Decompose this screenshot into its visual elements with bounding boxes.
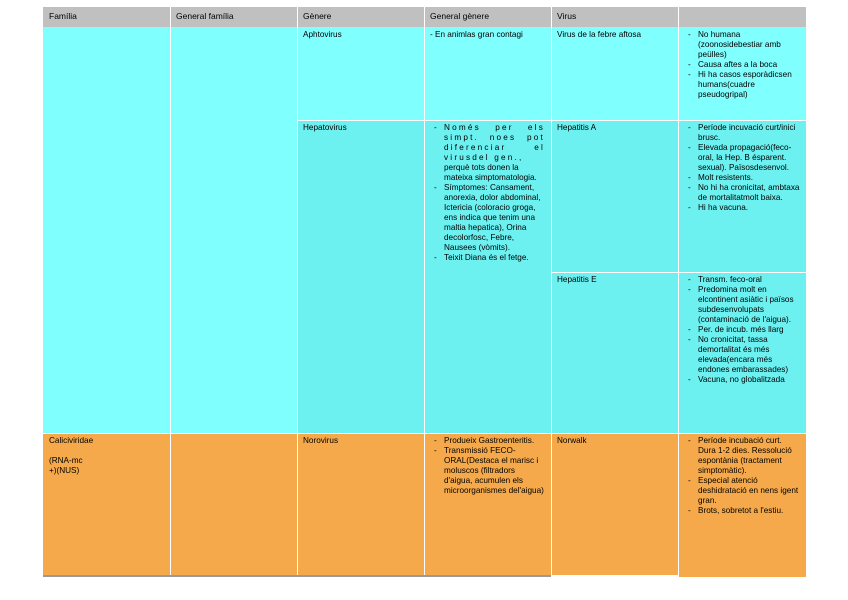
- familia-caliciviridae-type-1: (RNA-mc: [49, 456, 83, 465]
- familia-caliciviridae-type-2: +)(NUS): [49, 466, 80, 475]
- list-item: - Període incubació curt. Dura 1-2 dies. Ressolució espontània (tractament simptomàtic).: [684, 436, 800, 476]
- row-divider: [43, 433, 806, 434]
- list-item: - Període incuvació curt/inici brusc.: [684, 123, 800, 143]
- list-item: [430, 123, 545, 183]
- virus-hepatitis-e-label: Hepatitis E: [557, 275, 597, 284]
- general-familia-caliciviridae: [170, 433, 297, 575]
- genere-hepatovirus: [297, 120, 424, 433]
- genere-aphtovirus-label: Aphtovirus: [303, 30, 342, 39]
- notes-hepatitis-a: [678, 120, 806, 272]
- general-familia-cell-empty: [170, 27, 297, 433]
- list-item: - Especial atenció deshidratació en nens igent gran.: [684, 476, 800, 506]
- column-divider: [678, 7, 679, 577]
- column-divider: [297, 7, 298, 577]
- genere-norovirus-label: Norovirus: [303, 436, 339, 445]
- column-divider: [551, 7, 552, 577]
- virus-hepatitis-a: [551, 120, 678, 272]
- general-genere-hepatovirus: [424, 120, 551, 433]
- virus-aphtovirus: [551, 27, 678, 120]
- list-item: - Molt resistents.: [684, 173, 800, 183]
- virus-aphtovirus-label: Virus de la febre aftosa: [557, 30, 642, 39]
- hepatovirus-general-item1-spaced: - Només per els simpt. noes pot diferenciar el virusdel gen.,: [444, 123, 545, 162]
- row-divider: [297, 120, 806, 121]
- general-genere-aphtovirus: [424, 27, 551, 120]
- virus-norwalk: [551, 433, 678, 575]
- table-bottom-border: [43, 575, 551, 577]
- list-item: - Brots, sobretot a l'estiu.: [684, 506, 800, 516]
- virus-table: [43, 7, 806, 577]
- column-divider: [424, 7, 425, 577]
- list-item: - Produeix Gastroenteritis.: [430, 436, 545, 446]
- list-item: - Hi ha vacuna.: [684, 203, 800, 213]
- familia-caliciviridae-name: Caliciviridae: [49, 436, 94, 445]
- notes-norwalk: [678, 433, 806, 577]
- list-item: - No humana (zoonosidebestiar amb peülles): [684, 30, 800, 60]
- list-item: - Per. de incub. més llarg: [684, 325, 800, 335]
- list-item: - Predomina molt en elcontinent asiàtic i països subdesenvolupats (contaminació de l'aigua).: [684, 285, 800, 325]
- header-familia: Família: [43, 7, 170, 27]
- header-general-familia: General família: [170, 7, 297, 27]
- genere-hepatovirus-label: Hepatovirus: [303, 123, 347, 132]
- list-item: - No cronicitat, tassa demortalitat és més elevada(encara més endones embarassades): [684, 335, 800, 375]
- list-item: - Elevada propagació(feco-oral, la Hep. B ésparent. sexual). Païsosdesenvol.: [684, 143, 800, 173]
- virus-hepatitis-e: [551, 272, 678, 433]
- header-notes: [678, 7, 806, 27]
- general-genere-aphtovirus-text: - En animlas gran contagi: [430, 30, 523, 39]
- notes-hepatitis-e: [678, 272, 806, 433]
- list-item: - Símptomes: Cansament, anorexia, dolor abdominal, Ictericia (coloracio groga, ens indica que tenim una maltia hepatica), Orina decolorfosc, Febre, Nausees (vòmits).: [430, 183, 545, 253]
- list-item: - Transmissió FECO-ORAL(Destaca el marisc i moluscos (filtradors d'aigua, acumulen els microorganismes del'aigua): [430, 446, 545, 496]
- header-virus: Virus: [551, 7, 678, 27]
- hepatovirus-general-item1-rest: perquè tots donen la mateixa simptomatologia.: [444, 163, 537, 182]
- header-general-genere: General gènere: [424, 7, 551, 27]
- notes-aphtovirus: [678, 27, 806, 120]
- genere-norovirus: [297, 433, 424, 575]
- virus-norwalk-label: Norwalk: [557, 436, 587, 445]
- general-genere-norovirus: [424, 433, 551, 575]
- familia-caliciviridae: [43, 433, 170, 575]
- list-item: - Transm. feco-oral: [684, 275, 800, 285]
- row-divider: [551, 272, 806, 273]
- column-divider: [170, 7, 171, 577]
- familia-cell-empty: [43, 27, 170, 433]
- list-item: - Teixit Diana és el fetge.: [430, 253, 545, 263]
- virus-hepatitis-a-label: Hepatitis A: [557, 123, 597, 132]
- header-genere: Gènere: [297, 7, 424, 27]
- list-item: - No hi ha cronicitat, ambtaxa de mortalitatmolt baixa.: [684, 183, 800, 203]
- list-item: - Causa aftes a la boca: [684, 60, 800, 70]
- list-item: - Vacuna, no globalitzada: [684, 375, 800, 385]
- list-item: - Hi ha casos esporàdicsen humans(cuadre pseudogripal): [684, 70, 800, 100]
- genere-aphtovirus: [297, 27, 424, 120]
